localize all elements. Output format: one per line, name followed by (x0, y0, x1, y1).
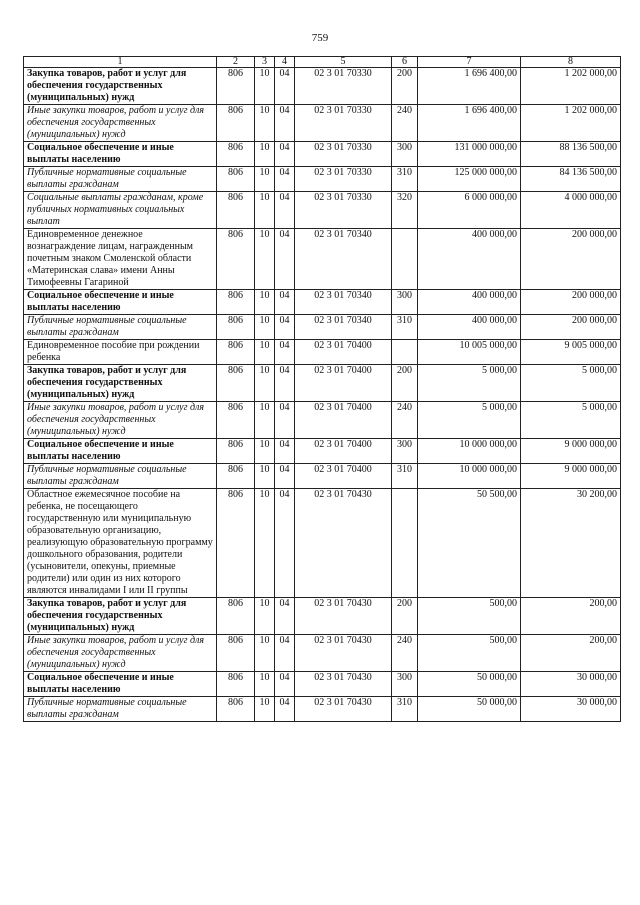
amount-plan-1: 50 000,00 (418, 672, 521, 697)
amount-plan-2: 30 000,00 (521, 697, 621, 722)
department-code: 806 (217, 402, 255, 439)
target-article-code: 02 3 01 70430 (295, 697, 392, 722)
subsection-code: 04 (275, 598, 295, 635)
subsection-code: 04 (275, 464, 295, 489)
column-header: 1 (24, 57, 217, 68)
table-row (24, 464, 621, 489)
department-code: 806 (217, 68, 255, 105)
amount-plan-2: 200,00 (521, 598, 621, 635)
subsection-code: 04 (275, 290, 295, 315)
expense-type-code: 300 (392, 439, 418, 464)
item-name: Публичные нормативные социальные выплаты гражданам (24, 167, 217, 192)
item-name: Закупка товаров, работ и услуг для обеспечения государственных (муниципальных) нужд (24, 598, 217, 635)
section-code: 10 (255, 697, 275, 722)
amount-plan-1: 125 000 000,00 (418, 167, 521, 192)
subsection-code: 04 (275, 672, 295, 697)
target-article-code: 02 3 01 70330 (295, 192, 392, 229)
expense-type-code (392, 229, 418, 290)
department-code: 806 (217, 290, 255, 315)
table-row (24, 365, 621, 402)
expense-type-code (392, 489, 418, 598)
item-name: Закупка товаров, работ и услуг для обеспечения государственных (муниципальных) нужд (24, 68, 217, 105)
expense-type-code: 320 (392, 192, 418, 229)
column-header: 4 (275, 57, 295, 68)
department-code: 806 (217, 464, 255, 489)
table-row (24, 402, 621, 439)
target-article-code: 02 3 01 70330 (295, 68, 392, 105)
table-row (24, 105, 621, 142)
amount-plan-1: 10 000 000,00 (418, 464, 521, 489)
expense-type-code: 300 (392, 142, 418, 167)
expense-type-code: 300 (392, 672, 418, 697)
section-code: 10 (255, 229, 275, 290)
target-article-code: 02 3 01 70400 (295, 439, 392, 464)
table-row (24, 672, 621, 697)
target-article-code: 02 3 01 70340 (295, 315, 392, 340)
section-code: 10 (255, 192, 275, 229)
department-code: 806 (217, 105, 255, 142)
table-row (24, 192, 621, 229)
table-row (24, 598, 621, 635)
expense-type-code: 200 (392, 365, 418, 402)
amount-plan-1: 131 000 000,00 (418, 142, 521, 167)
section-code: 10 (255, 340, 275, 365)
section-code: 10 (255, 635, 275, 672)
target-article-code: 02 3 01 70400 (295, 365, 392, 402)
target-article-code: 02 3 01 70400 (295, 402, 392, 439)
section-code: 10 (255, 105, 275, 142)
item-name: Социальное обеспечение и иные выплаты населению (24, 439, 217, 464)
department-code: 806 (217, 365, 255, 402)
expense-type-code (392, 340, 418, 365)
expense-type-code: 310 (392, 167, 418, 192)
item-name: Областное ежемесячное пособие на ребенка, не посещающего государственную или муниципальную образовательную организацию, реализующую образовательную программу дошкольного образования, родители (усыновители, опекуны, приемные родители) или один из них которого являются инвалидами I или II группы (24, 489, 217, 598)
subsection-code: 04 (275, 635, 295, 672)
target-article-code: 02 3 01 70430 (295, 672, 392, 697)
item-name: Иные закупки товаров, работ и услуг для обеспечения государственных (муниципальных) нужд (24, 402, 217, 439)
section-code: 10 (255, 672, 275, 697)
table-row (24, 697, 621, 722)
amount-plan-2: 200 000,00 (521, 290, 621, 315)
budget-table (23, 56, 621, 722)
item-name: Иные закупки товаров, работ и услуг для обеспечения государственных (муниципальных) нужд (24, 105, 217, 142)
department-code: 806 (217, 598, 255, 635)
subsection-code: 04 (275, 697, 295, 722)
subsection-code: 04 (275, 167, 295, 192)
expense-type-code: 200 (392, 68, 418, 105)
amount-plan-1: 400 000,00 (418, 290, 521, 315)
amount-plan-1: 1 696 400,00 (418, 105, 521, 142)
amount-plan-2: 200 000,00 (521, 229, 621, 290)
subsection-code: 04 (275, 315, 295, 340)
subsection-code: 04 (275, 340, 295, 365)
item-name: Единовременное денежное вознаграждение лицам, награжденным почетным знаком Смоленской области «Материнская слава» имени Анны Тимофеевны Гагариной (24, 229, 217, 290)
department-code: 806 (217, 229, 255, 290)
expense-type-code: 240 (392, 402, 418, 439)
department-code: 806 (217, 672, 255, 697)
amount-plan-1: 50 500,00 (418, 489, 521, 598)
expense-type-code: 240 (392, 635, 418, 672)
item-name: Иные закупки товаров, работ и услуг для обеспечения государственных (муниципальных) нужд (24, 635, 217, 672)
section-code: 10 (255, 315, 275, 340)
item-name: Социальные выплаты гражданам, кроме публичных нормативных социальных выплат (24, 192, 217, 229)
item-name: Закупка товаров, работ и услуг для обеспечения государственных (муниципальных) нужд (24, 365, 217, 402)
amount-plan-2: 200 000,00 (521, 315, 621, 340)
target-article-code: 02 3 01 70430 (295, 598, 392, 635)
expense-type-code: 200 (392, 598, 418, 635)
amount-plan-1: 6 000 000,00 (418, 192, 521, 229)
table-row (24, 290, 621, 315)
department-code: 806 (217, 315, 255, 340)
amount-plan-2: 5 000,00 (521, 402, 621, 439)
amount-plan-1: 10 000 000,00 (418, 439, 521, 464)
subsection-code: 04 (275, 365, 295, 402)
department-code: 806 (217, 697, 255, 722)
subsection-code: 04 (275, 402, 295, 439)
target-article-code: 02 3 01 70340 (295, 229, 392, 290)
target-article-code: 02 3 01 70430 (295, 635, 392, 672)
subsection-code: 04 (275, 439, 295, 464)
amount-plan-2: 9 005 000,00 (521, 340, 621, 365)
page-number: 759 (311, 32, 329, 44)
subsection-code: 04 (275, 489, 295, 598)
amount-plan-2: 1 202 000,00 (521, 105, 621, 142)
table-row (24, 142, 621, 167)
amount-plan-1: 400 000,00 (418, 315, 521, 340)
section-code: 10 (255, 402, 275, 439)
target-article-code: 02 3 01 70430 (295, 489, 392, 598)
item-name: Публичные нормативные социальные выплаты гражданам (24, 315, 217, 340)
amount-plan-1: 10 005 000,00 (418, 340, 521, 365)
section-code: 10 (255, 598, 275, 635)
column-header: 7 (418, 57, 521, 68)
section-code: 10 (255, 142, 275, 167)
column-header: 6 (392, 57, 418, 68)
amount-plan-1: 1 696 400,00 (418, 68, 521, 105)
target-article-code: 02 3 01 70340 (295, 290, 392, 315)
amount-plan-1: 500,00 (418, 598, 521, 635)
amount-plan-2: 1 202 000,00 (521, 68, 621, 105)
section-code: 10 (255, 68, 275, 105)
subsection-code: 04 (275, 192, 295, 229)
expense-type-code: 300 (392, 290, 418, 315)
amount-plan-2: 5 000,00 (521, 365, 621, 402)
target-article-code: 02 3 01 70400 (295, 340, 392, 365)
table-row (24, 340, 621, 365)
table-body (24, 57, 621, 722)
target-article-code: 02 3 01 70330 (295, 167, 392, 192)
amount-plan-1: 5 000,00 (418, 402, 521, 439)
item-name: Публичные нормативные социальные выплаты гражданам (24, 697, 217, 722)
section-code: 10 (255, 439, 275, 464)
amount-plan-2: 88 136 500,00 (521, 142, 621, 167)
section-code: 10 (255, 365, 275, 402)
department-code: 806 (217, 142, 255, 167)
subsection-code: 04 (275, 229, 295, 290)
department-code: 806 (217, 167, 255, 192)
amount-plan-2: 9 000 000,00 (521, 464, 621, 489)
department-code: 806 (217, 489, 255, 598)
amount-plan-2: 4 000 000,00 (521, 192, 621, 229)
column-number-header (24, 57, 621, 68)
table-row (24, 439, 621, 464)
table-row (24, 167, 621, 192)
expense-type-code: 310 (392, 697, 418, 722)
item-name: Социальное обеспечение и иные выплаты населению (24, 290, 217, 315)
target-article-code: 02 3 01 70330 (295, 142, 392, 167)
amount-plan-1: 400 000,00 (418, 229, 521, 290)
table-row (24, 315, 621, 340)
column-header: 3 (255, 57, 275, 68)
section-code: 10 (255, 489, 275, 598)
department-code: 806 (217, 635, 255, 672)
table-row (24, 68, 621, 105)
item-name: Единовременное пособие при рождении ребенка (24, 340, 217, 365)
table-row (24, 489, 621, 598)
amount-plan-2: 200,00 (521, 635, 621, 672)
column-header: 5 (295, 57, 392, 68)
expense-type-code: 310 (392, 315, 418, 340)
item-name: Публичные нормативные социальные выплаты гражданам (24, 464, 217, 489)
expense-type-code: 310 (392, 464, 418, 489)
subsection-code: 04 (275, 142, 295, 167)
item-name: Социальное обеспечение и иные выплаты населению (24, 142, 217, 167)
department-code: 806 (217, 340, 255, 365)
amount-plan-1: 50 000,00 (418, 697, 521, 722)
amount-plan-1: 500,00 (418, 635, 521, 672)
column-header: 8 (521, 57, 621, 68)
expense-type-code: 240 (392, 105, 418, 142)
department-code: 806 (217, 192, 255, 229)
section-code: 10 (255, 167, 275, 192)
target-article-code: 02 3 01 70330 (295, 105, 392, 142)
subsection-code: 04 (275, 105, 295, 142)
amount-plan-2: 9 000 000,00 (521, 439, 621, 464)
amount-plan-2: 84 136 500,00 (521, 167, 621, 192)
amount-plan-1: 5 000,00 (418, 365, 521, 402)
section-code: 10 (255, 464, 275, 489)
department-code: 806 (217, 439, 255, 464)
item-name: Социальное обеспечение и иные выплаты населению (24, 672, 217, 697)
amount-plan-2: 30 000,00 (521, 672, 621, 697)
subsection-code: 04 (275, 68, 295, 105)
table-row (24, 635, 621, 672)
target-article-code: 02 3 01 70400 (295, 464, 392, 489)
table-row (24, 229, 621, 290)
section-code: 10 (255, 290, 275, 315)
column-header: 2 (217, 57, 255, 68)
amount-plan-2: 30 200,00 (521, 489, 621, 598)
